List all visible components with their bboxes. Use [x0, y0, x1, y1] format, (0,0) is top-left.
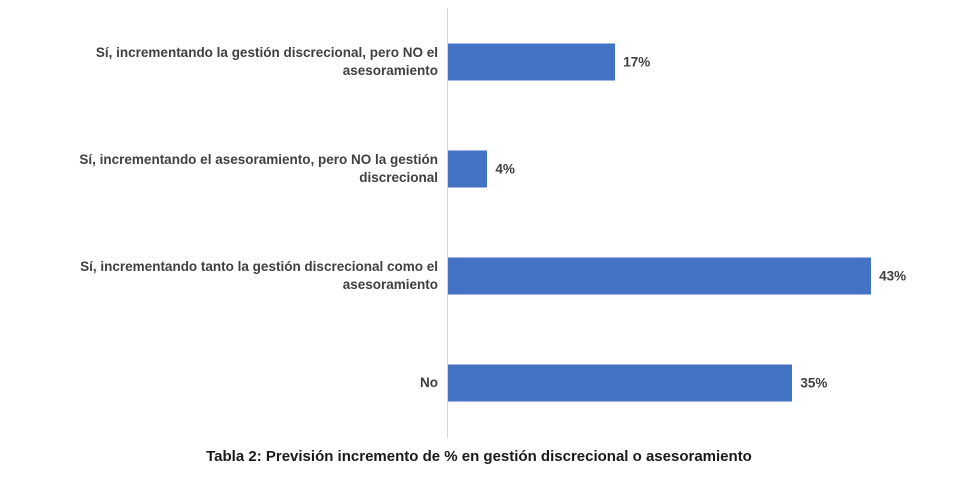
bar-row	[0, 115, 958, 222]
bar-category-label: Sí, incrementando la gestión discrecional, pero NO el asesoramiento	[95, 44, 438, 78]
bar-row	[0, 8, 958, 115]
bar-fill	[448, 364, 792, 401]
bar-category-label: Sí, incrementando tanto la gestión discrecional como el asesoramiento	[80, 258, 438, 292]
bar-series	[0, 8, 958, 438]
bar-row	[0, 329, 958, 436]
bar-track	[448, 364, 792, 401]
bar-fill	[448, 257, 871, 294]
bar-fill	[448, 150, 487, 187]
bar-value-label: 43%	[879, 268, 907, 283]
bar-fill	[448, 43, 615, 80]
bar-value-label: 35%	[800, 375, 828, 390]
bar-track	[448, 43, 615, 80]
bar-category-label: Sí, incrementando el asesoramiento, pero NO la gestión discrecional	[79, 151, 438, 185]
bar-value-label: 17%	[623, 54, 651, 69]
bar-track	[448, 150, 487, 187]
bar-value-label: 4%	[495, 161, 515, 176]
bar-row	[0, 222, 958, 329]
bar-category-label: No	[420, 374, 438, 390]
plot-area	[0, 8, 958, 438]
bar-track	[448, 257, 871, 294]
chart-caption: Tabla 2: Previsión incremento de % en gestión discrecional o asesoramiento	[206, 448, 752, 465]
